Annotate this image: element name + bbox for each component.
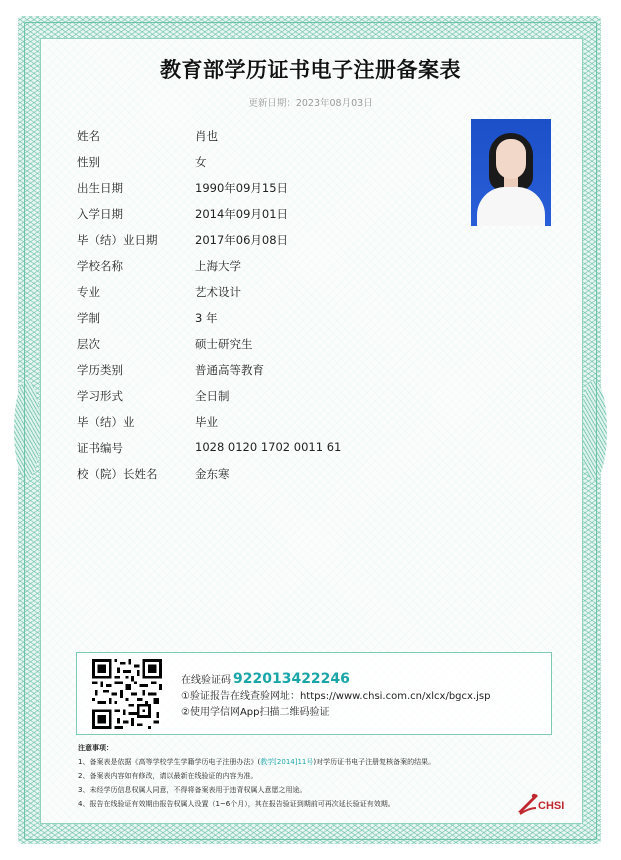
field-label: 学历类别: [77, 363, 123, 377]
field-label: 姓名: [77, 129, 100, 143]
update-date-row: [40, 95, 581, 109]
field-label: 学校名称: [77, 259, 123, 273]
field-value: 肖也: [195, 129, 218, 143]
field-value: 上海大学: [195, 259, 241, 273]
note-item: 3、未经学历信息权属人同意，不得将备案表用于违背权属人意愿之用途。: [78, 786, 307, 794]
field-label: 毕（结）业: [77, 415, 135, 429]
field-value: 1990年09月15日: [195, 181, 289, 195]
update-date-label: 更新日期：: [248, 98, 296, 109]
chsi-logo-text: CHSI: [538, 800, 565, 812]
update-date-value: 2023年08月03日: [295, 98, 373, 109]
note-item: [78, 755, 435, 769]
verification-url-line: ①验证报告在线查验网址：https://www.chsi.com.cn/xlcx/bgcx.jsp: [181, 691, 491, 702]
field-label: 毕（结）业日期: [77, 233, 158, 247]
field-value: 普通高等教育: [195, 363, 264, 377]
field-label: 专业: [77, 285, 100, 299]
notes-title: 注意事项：: [78, 744, 113, 752]
field-label: 性别: [77, 155, 100, 169]
id-photo: [471, 119, 551, 226]
note-text: )对学历证书电子注册复核备案的结果。: [313, 758, 436, 766]
note-item: 4、报告在线验证有效期由报告权属人设置（1~6个月），其在报告验证到期前可再次延长验证有效期。: [78, 800, 395, 808]
field-value: 2014年09月01日: [195, 207, 289, 221]
photo-shirt: [477, 187, 545, 226]
verification-info: [181, 669, 490, 721]
field-label: 入学日期: [77, 207, 123, 221]
verification-app-line: ②使用学信网App扫描二维码验证: [181, 707, 330, 718]
note-item: 2、备案表内容如有修改，请以最新在线验证的内容为准。: [78, 772, 258, 780]
field-label: 学制: [77, 311, 100, 325]
verification-code-row: [181, 669, 490, 689]
document-title: 教育部学历证书电子注册备案表: [160, 58, 461, 82]
verification-code-label: 在线验证码: [181, 675, 231, 686]
field-label: 出生日期: [77, 181, 123, 195]
field-value: 硕士研究生: [195, 337, 253, 351]
field-value: 金东寒: [195, 467, 230, 481]
field-value: 毕业: [195, 415, 218, 429]
regulation-link[interactable]: 教学[2014]11号: [260, 758, 314, 766]
field-label: 学习形式: [77, 389, 123, 403]
notes-section: [78, 742, 435, 811]
field-value: 2017年06月08日: [195, 233, 289, 247]
field-label: 证书编号: [77, 441, 123, 455]
field-value: 女: [195, 155, 207, 169]
field-value: 全日制: [195, 389, 230, 403]
field-label: 层次: [77, 337, 100, 351]
qr-code-icon[interactable]: [92, 659, 162, 729]
field-value: 3 年: [195, 311, 218, 325]
online-verification-box: [76, 652, 552, 735]
field-value: 1028 0120 1702 0011 61: [195, 440, 342, 454]
field-value: 艺术设计: [195, 285, 241, 299]
photo-face: [496, 139, 526, 179]
field-label: 校（院）长姓名: [77, 467, 158, 481]
note-text: 1、备案表是依据《高等学校学生学籍学历电子注册办法》(: [78, 758, 261, 766]
verification-code: 922013422246: [233, 671, 350, 687]
